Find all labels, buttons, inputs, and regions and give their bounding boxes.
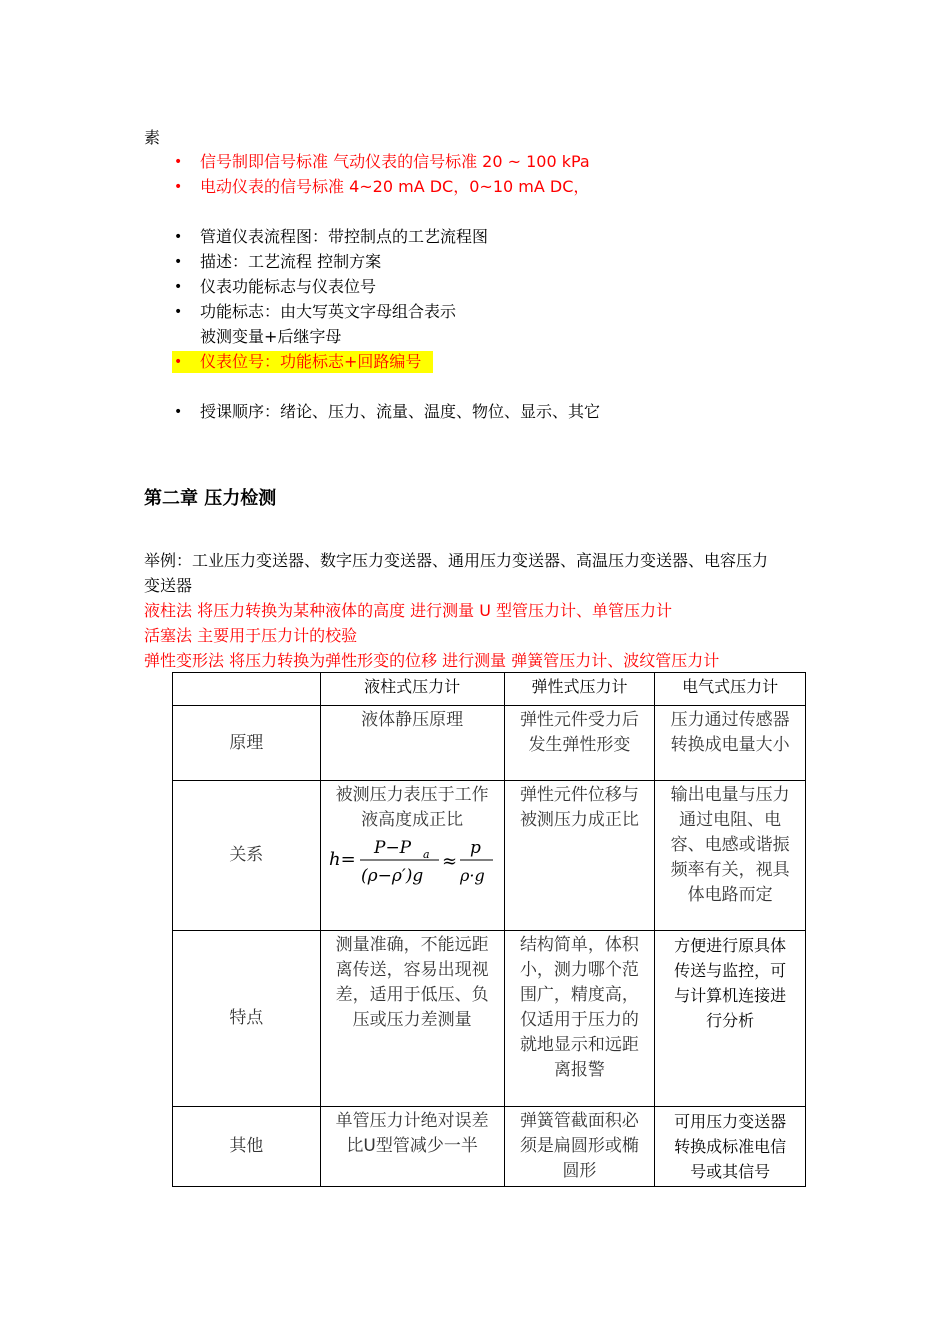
function-tag-bullet: 仪表功能标志与仪表位号 <box>200 277 377 296</box>
table-cell: 方便进行原具体传送与监控，可与计算机连接进行分析 <box>655 931 806 1107</box>
table-cell: 弹性元件受力后发生弹性形变 <box>504 706 655 781</box>
bullet-dot: • <box>174 229 183 245</box>
electric-signal-bullet: 电动仪表的信号标准 4~20 mA DC，0~10 mA DC， <box>200 177 590 196</box>
bullet-dot: • <box>174 304 183 320</box>
table-header-electric: 电气式压力计 <box>655 673 806 706</box>
function-mark-continuation: 被测变量+后继字母 <box>200 327 342 346</box>
formula-numerator-2: p <box>470 838 481 858</box>
formula-subscript: a <box>423 848 430 861</box>
table-row <box>173 781 806 931</box>
table-cell: 单管压力计绝对误差比U型管减少一半 <box>320 1107 504 1187</box>
method-elastic: 弹性变形法 将压力转换为弹性形变的位移 进行测量 弹簧管压力计、波纹管压力计 <box>144 651 720 670</box>
table-cell: 可用压力变送器转换成标准电信号或其信号 <box>655 1107 806 1187</box>
bullet-dot: • <box>174 154 183 170</box>
top-fragment-text: 素 <box>144 128 161 147</box>
formula-approx: ≈ <box>442 851 458 872</box>
method-liquid-column: 液柱法 将压力转换为某种液体的高度 进行测量 U 型管压力计、单管压力计 <box>144 601 673 620</box>
formula-numerator-1: P−P <box>374 838 412 858</box>
chapter-title: 第二章 压力检测 <box>144 488 277 509</box>
table-cell: 结构简单，体积小，测力哪个范围广，精度高，仅适用于压力的就地显示和远距离报警 <box>504 931 655 1107</box>
table-cell: 输出电量与压力通过电阻、电容、电感或谐振频率有关，视具体电路而定 <box>655 781 806 931</box>
function-mark-bullet: 功能标志：由大写英文字母组合表示 <box>200 302 457 321</box>
bullet-dot: • <box>174 404 183 420</box>
formula-lhs: h= <box>329 849 356 870</box>
example-line-2: 变送器 <box>144 576 193 595</box>
pid-diagram-bullet: 管道仪表流程图：带控制点的工艺流程图 <box>200 227 489 246</box>
example-line-1: 举例：工业压力变送器、数字压力变送器、通用压力变送器、高温压力变送器、电容压力 <box>144 551 769 570</box>
row-label: 原理 <box>173 706 321 781</box>
table-cell: 测量准确，不能远距离传送，容易出现视差，适用于低压、负压或压力差测量 <box>320 931 504 1107</box>
row-label: 其他 <box>173 1107 321 1187</box>
table-cell: 弹簧管截面积必须是扁圆形或椭圆形 <box>504 1107 655 1187</box>
table-cell: 弹性元件位移与被测压力成正比 <box>504 781 655 931</box>
table-cell-with-formula <box>320 781 504 931</box>
table-header-row <box>173 673 806 706</box>
table-cell: 压力通过传感器转换成电量大小 <box>655 706 806 781</box>
pressure-gauge-comparison-table <box>172 672 806 1187</box>
pressure-height-formula <box>327 835 497 887</box>
formula-denominator-1: (ρ−ρ′)g <box>361 866 424 886</box>
table-row <box>173 706 806 781</box>
description-bullet: 描述：工艺流程 控制方案 <box>200 252 382 271</box>
method-piston: 活塞法 主要用于压力计的校验 <box>144 626 358 645</box>
formula-denominator-2: ρ·g <box>460 866 485 885</box>
table-header-elastic: 弹性式压力计 <box>504 673 655 706</box>
table-cell: 液体静压原理 <box>320 706 504 781</box>
row-label: 关系 <box>173 781 321 931</box>
instrument-tag-bullet: 仪表位号：功能标志+回路编号 <box>200 352 422 371</box>
bullet-dot: • <box>174 179 183 195</box>
table-header-liquid: 液柱式压力计 <box>320 673 504 706</box>
bullet-dot: • <box>174 254 183 270</box>
table-cell-text: 被测压力表压于工作液高度成正比 <box>335 785 489 830</box>
table-row <box>173 1107 806 1187</box>
row-label: 特点 <box>173 931 321 1107</box>
signal-standard-bullet: 信号制即信号标准 气动仪表的信号标准 20 ~ 100 kPa <box>200 152 590 171</box>
table-row <box>173 931 806 1107</box>
table-header-empty <box>173 673 321 706</box>
bullet-dot: • <box>174 279 183 295</box>
bullet-dot: • <box>174 354 183 370</box>
course-order-bullet: 授课顺序：绪论、压力、流量、温度、物位、显示、其它 <box>200 402 601 421</box>
